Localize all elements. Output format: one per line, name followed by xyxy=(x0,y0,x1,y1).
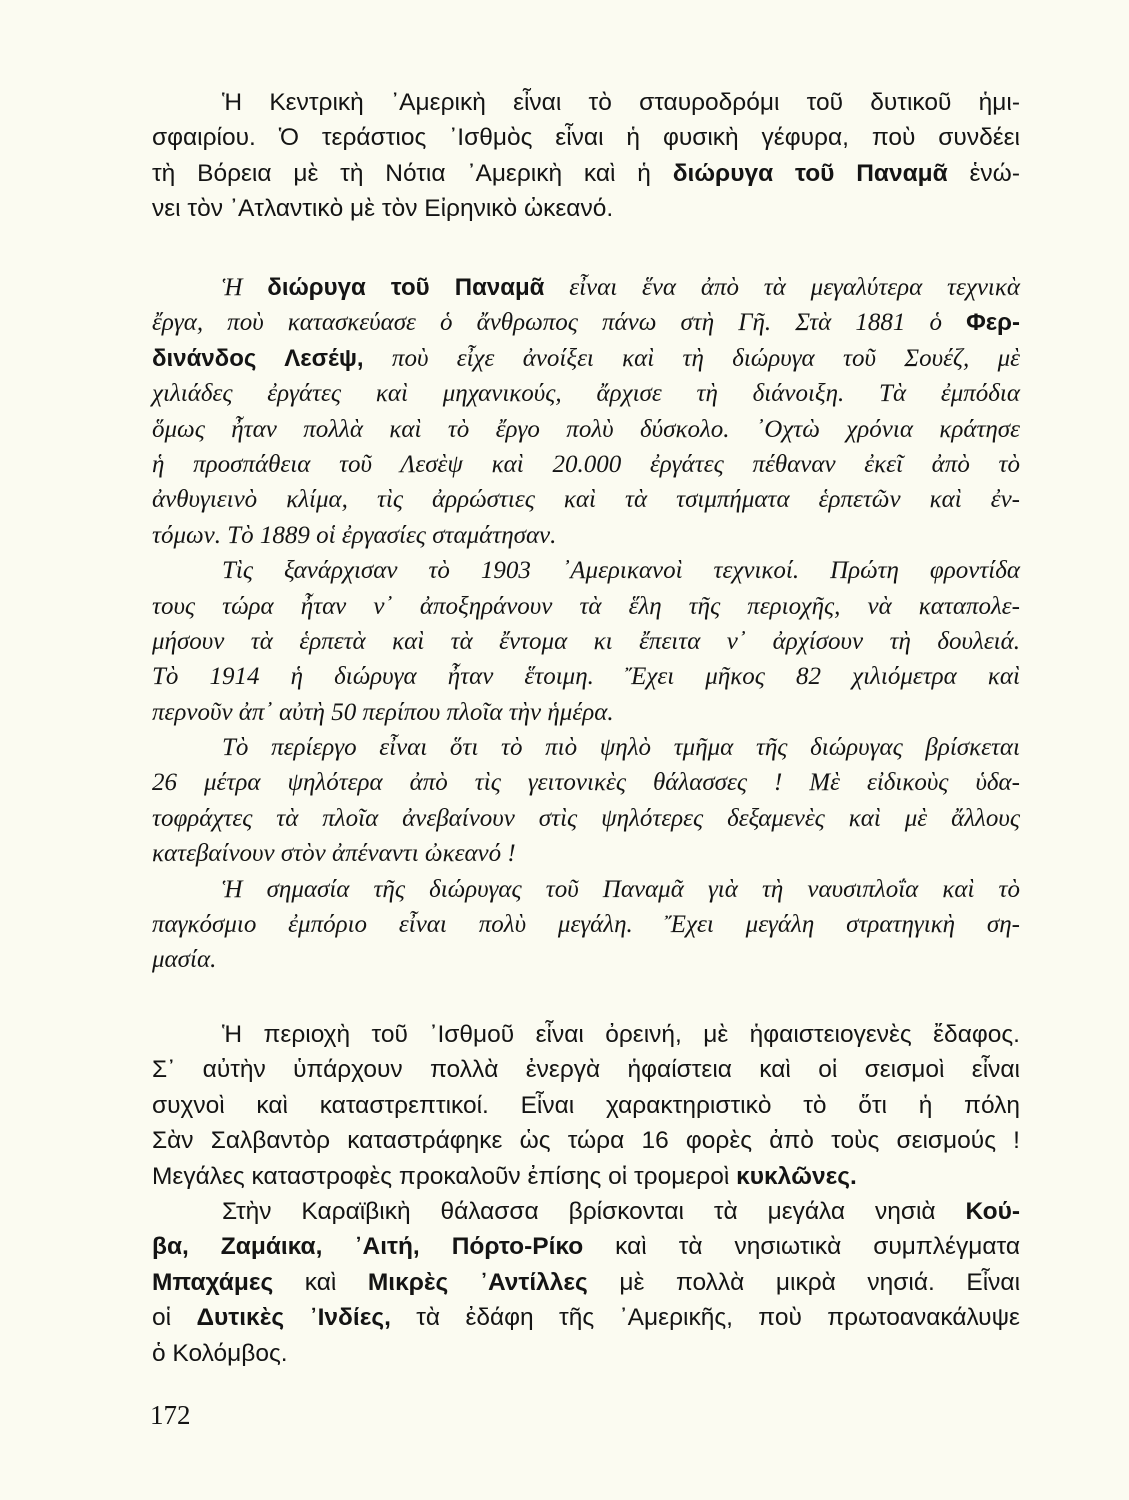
text-run: μὲ πολλὰ μικρὰ νησιά. Εἶναι xyxy=(587,1268,1021,1296)
text-run: ὁ Κολόμβος. xyxy=(152,1339,288,1367)
text-line xyxy=(152,270,1020,305)
text-run: Σ᾿ αὐτὴν ὑπάρχουν πολλὰ ἐνεργὰ ἡφαίστεια καὶ οἱ σεισμοὶ εἶναι xyxy=(152,1056,1020,1084)
text-line xyxy=(152,1300,1020,1335)
text-line xyxy=(152,1123,1020,1158)
text-line xyxy=(152,872,1020,907)
bold-term: κυκλῶνες. xyxy=(736,1162,857,1190)
text-run: μήσουν τὰ ἑρπετὰ καὶ τὰ ἔντομα κι ἔπειτα ν᾿ ἀρχίσουν τὴ δουλειά. xyxy=(152,627,1020,655)
intro-section xyxy=(152,85,1020,227)
paragraph xyxy=(152,730,1020,872)
text-line xyxy=(152,1159,1020,1194)
text-line xyxy=(152,305,1020,340)
text-run: κατεβαίνουν στὸν ἀπέναντι ὠκεανό ! xyxy=(152,840,516,868)
paragraph xyxy=(152,85,1020,227)
text-line xyxy=(152,624,1020,659)
text-run: Μεγάλες καταστροφὲς προκαλοῦν ἐπίσης οἱ τρομεροὶ xyxy=(152,1162,737,1190)
text-run: Στὴν Καραϊβικὴ θάλασσα βρίσκονται τὰ μεγάλα νησιὰ xyxy=(222,1197,966,1225)
text-run: παγκόσμιο ἐμπόριο εἶναι πολὺ μεγάλη. Ἔχει μεγάλη στρατηγικὴ ση- xyxy=(152,911,1020,939)
text-line xyxy=(152,1194,1020,1229)
text-run: ἀνθυγιεινὸ κλίμα, τὶς ἀρρώστιες καὶ τὰ τσιμπήματα ἑρπετῶν καὶ ἐν- xyxy=(152,486,1020,514)
text-run: ἔργα, ποὺ κατασκεύασε ὁ ἄνθρωπος πάνω στὴ Γῆ. Στὰ 1881 ὁ xyxy=(152,309,967,337)
text-line xyxy=(152,412,1020,447)
bold-term: διώρυγα τοῦ Παναμᾶ xyxy=(267,274,545,301)
text-run: τοφράχτες τὰ πλοῖα ἀνεβαίνουν στὶς ψηλότερες δεξαμενὲς καὶ μὲ ἄλλους xyxy=(152,804,1020,832)
bold-term: βα, Ζαμάικα, ᾿Αιτή, Πόρτο-Ρίκο xyxy=(152,1233,584,1261)
bold-term: Φερ- xyxy=(966,309,1020,337)
text-line xyxy=(152,156,1020,191)
text-run: τὰ ἐδάφη τῆς ᾿Αμερικῆς, ποὺ πρωτοανακάλυψε xyxy=(390,1304,1020,1332)
bold-term: Μικρὲς ᾿Αντίλλες xyxy=(367,1268,588,1296)
text-line xyxy=(152,907,1020,942)
text-line xyxy=(152,376,1020,411)
isthmus-caribbean-section xyxy=(152,1017,1020,1371)
bold-term: Κού- xyxy=(965,1197,1020,1225)
text-run: οἱ xyxy=(152,1304,197,1332)
text-line xyxy=(152,85,1020,120)
text-run: ποὺ εἶχε ἀνοίξει καὶ τὴ διώρυγα τοῦ Σουέζ, μὲ xyxy=(363,344,1020,372)
text-run: εἶναι ἕνα ἀπὸ τὰ μεγαλύτερα τεχνικὰ xyxy=(544,274,1021,301)
text-line xyxy=(152,120,1020,155)
text-run: καὶ xyxy=(273,1268,368,1296)
text-run: ὅμως ἦταν πολλὰ καὶ τὸ ἔργο πολὺ δύσκολο. ᾿Οχτὼ χρόνια κράτησε xyxy=(152,415,1020,443)
text-line xyxy=(152,447,1020,482)
text-line xyxy=(152,341,1020,376)
text-run: τὴ Βόρεια μὲ τὴ Νότια ᾿Αμερικὴ καὶ ἡ xyxy=(152,159,673,187)
text-run: Σὰν Σαλβαντὸρ καταστράφηκε ὡς τώρα 16 φορὲς ἀπὸ τοὺς σεισμούς ! xyxy=(152,1127,1020,1155)
text-run: Ἡ Κεντρικὴ ᾿Αμερικὴ εἶναι τὸ σταυροδρόμι τοῦ δυτικοῦ ἡμι- xyxy=(222,89,1020,116)
paragraph xyxy=(152,1017,1020,1194)
bold-term: Δυτικὲς ᾿Ινδίες, xyxy=(196,1304,391,1332)
panama-canal-section xyxy=(152,270,1020,978)
text-line xyxy=(152,659,1020,694)
bold-term: δινάνδος Λεσέψ, xyxy=(152,344,364,372)
text-run: Ἡ xyxy=(222,274,268,301)
text-run: μασία. xyxy=(152,946,217,974)
text-line xyxy=(152,1088,1020,1123)
text-run: τους τώρα ἦταν ν᾿ ἀποξηράνουν τὰ ἕλη τῆς περιοχῆς, νὰ καταπολε- xyxy=(152,592,1020,620)
text-run: Ἡ περιοχὴ τοῦ ᾿Ισθμοῦ εἶναι ὀρεινή, μὲ ἡφαιστειογενὲς ἔδαφος. xyxy=(222,1021,1020,1048)
text-line xyxy=(152,695,1020,730)
text-line xyxy=(152,730,1020,765)
text-run: νει τὸν ᾿Ατλαντικὸ μὲ τὸν Εἰρηνικὸ ὠκεανό. xyxy=(152,195,614,223)
text-run: 26 μέτρα ψηλότερα ἀπὸ τὶς γειτονικὲς θάλασσες ! Μὲ εἰδικοὺς ὑδα- xyxy=(152,769,1020,797)
text-line xyxy=(152,1229,1020,1264)
text-line xyxy=(152,1017,1020,1052)
text-run: Τὸ περίεργο εἶναι ὅτι τὸ πιὸ ψηλὸ τμῆμα τῆς διώρυγας βρίσκεται xyxy=(222,734,1020,762)
text-line xyxy=(152,765,1020,800)
bold-term: διώρυγα τοῦ Παναμᾶ xyxy=(672,159,948,187)
text-line xyxy=(152,836,1020,871)
text-line xyxy=(152,589,1020,624)
text-line xyxy=(152,1336,1020,1371)
paragraph xyxy=(152,553,1020,730)
text-line xyxy=(152,482,1020,517)
text-line xyxy=(152,801,1020,836)
text-run: σφαιρίου. Ὁ τεράστιος ᾿Ισθμὸς εἶναι ἡ φυσικὴ γέφυρα, ποὺ συνδέει xyxy=(152,124,1020,152)
paragraph xyxy=(152,1194,1020,1371)
paragraph xyxy=(152,872,1020,978)
text-run: καὶ τὰ νησιωτικὰ συμπλέγματα xyxy=(583,1233,1021,1261)
text-run: περνοῦν ἀπ᾿ αὐτὴ 50 περίπου πλοῖα τὴν ἡμέρα. xyxy=(152,698,614,726)
text-line xyxy=(152,191,1020,226)
text-run: ἑνώ- xyxy=(947,159,1020,187)
page-number: 172 xyxy=(150,1400,191,1430)
text-line xyxy=(152,553,1020,588)
paragraph xyxy=(152,270,1020,553)
text-run: Τὸ 1914 ἡ διώρυγα ἦταν ἕτοιμη. Ἔχει μῆκος 82 χιλιόμετρα καὶ xyxy=(152,663,1020,691)
text-run: τόμων. Τὸ 1889 οἱ ἐργασίες σταμάτησαν. xyxy=(152,521,557,549)
text-run: χιλιάδες ἐργάτες καὶ μηχανικούς, ἄρχισε τὴ διάνοιξη. Τὰ ἐμπόδια xyxy=(152,380,1020,408)
text-run: Τὶς ξανάρχισαν τὸ 1903 ᾿Αμερικανοὶ τεχνικοί. Πρώτη φροντίδα xyxy=(222,557,1020,585)
text-run: Ἡ σημασία τῆς διώρυγας τοῦ Παναμᾶ γιὰ τὴ ναυσιπλοΐα καὶ τὸ xyxy=(222,875,1020,903)
text-run: συχνοὶ καὶ καταστρεπτικοί. Εἶναι χαρακτηριστικὸ τὸ ὅτι ἡ πόλη xyxy=(152,1091,1020,1119)
text-line xyxy=(152,942,1020,977)
text-line xyxy=(152,1265,1020,1300)
text-run: ἡ προσπάθεια τοῦ Λεσὲψ καὶ 20.000 ἐργάτες πέθαναν ἐκεῖ ἀπὸ τὸ xyxy=(152,450,1020,478)
text-line xyxy=(152,518,1020,553)
bold-term: Μπαχάμες xyxy=(152,1268,274,1296)
text-line xyxy=(152,1052,1020,1087)
